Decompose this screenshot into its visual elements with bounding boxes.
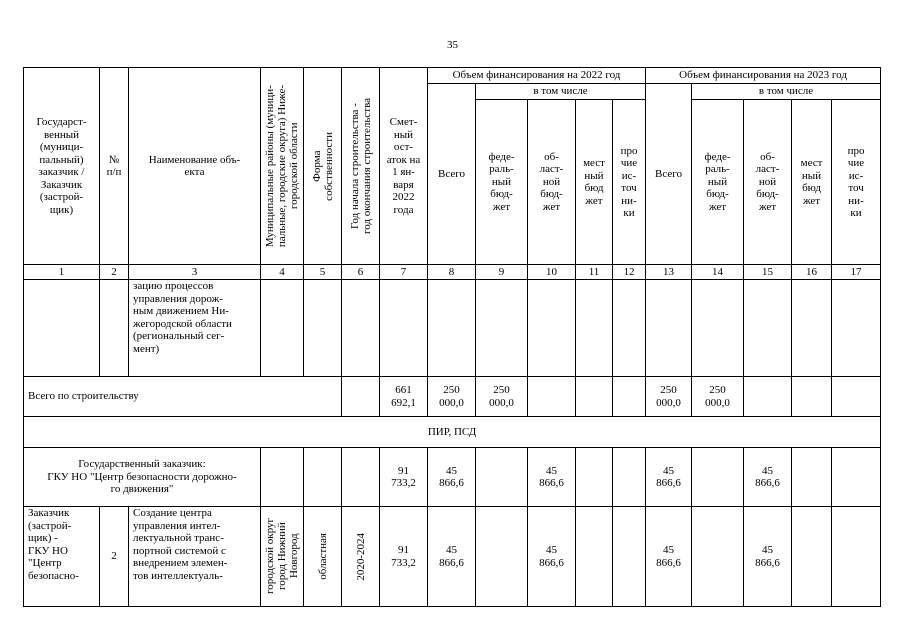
header-financing-2023: Объем финансирования на 2023 год bbox=[646, 68, 881, 84]
cell-estimate: 91 733,2 bbox=[380, 507, 428, 607]
col-number: 10 bbox=[528, 265, 576, 280]
col-number: 8 bbox=[428, 265, 476, 280]
header-total-2022: Всего bbox=[428, 84, 476, 265]
gov-customer-row bbox=[24, 448, 881, 507]
cell-federal-2022: 250 000,0 bbox=[476, 377, 528, 417]
header-local-2023: мест ный бюд жет bbox=[792, 100, 832, 265]
header-regional-2023: об- ласт- ной бюд- жет bbox=[744, 100, 792, 265]
col-number: 9 bbox=[476, 265, 528, 280]
cell-regional-2023: 45 866,6 bbox=[744, 448, 792, 507]
col-number: 2 bbox=[100, 265, 129, 280]
header-district: Муниципальные районы (муници- пальные, городские округа) Ниже- городской области bbox=[261, 68, 304, 265]
row2-district: городской округ город Нижний Новгород bbox=[261, 507, 304, 607]
gov-customer-label: Государственный заказчик: ГКУ НО "Центр безопасности дорожно- го движения" bbox=[24, 448, 261, 507]
section-row bbox=[24, 417, 881, 448]
header-number: № п/п bbox=[100, 68, 129, 265]
cell-total-2022: 250 000,0 bbox=[428, 377, 476, 417]
header-federal-2023: феде- раль- ный бюд- жет bbox=[692, 100, 744, 265]
total-construction-label: Всего по строительству bbox=[24, 377, 342, 417]
col-number: 14 bbox=[692, 265, 744, 280]
row2-number: 2 bbox=[100, 507, 129, 607]
row2-customer: Заказчик (застрой- щик) - ГКУ НО "Центр безопасно- bbox=[24, 507, 100, 607]
cell-total-2022: 45 866,6 bbox=[428, 448, 476, 507]
cell-federal-2023: 250 000,0 bbox=[692, 377, 744, 417]
cell-estimate: 661 692,1 bbox=[380, 377, 428, 417]
row2-years: 2020-2024 bbox=[342, 507, 380, 607]
object-row-2 bbox=[24, 507, 881, 607]
col-number: 7 bbox=[380, 265, 428, 280]
cell-total-2023: 45 866,6 bbox=[646, 507, 692, 607]
header-federal-2022: феде- раль- ный бюд- жет bbox=[476, 100, 528, 265]
row2-object-name: Создание центра управления интел- лектуальной транс- портной системой с внедрением элемен- тов интеллектуаль- bbox=[129, 507, 261, 607]
cell-regional-2022: 45 866,6 bbox=[528, 448, 576, 507]
col-number: 6 bbox=[342, 265, 380, 280]
object-name-continued: зацию процессов управления дорож- ным движением Ни- жегородской области (региональный сег- мент) bbox=[129, 280, 261, 377]
page-number: 35 bbox=[447, 39, 458, 51]
col-number: 5 bbox=[304, 265, 342, 280]
column-number-row bbox=[24, 265, 881, 280]
header-including-2022: в том числе bbox=[476, 84, 646, 100]
financing-table bbox=[23, 67, 881, 607]
cell-total-2023: 45 866,6 bbox=[646, 448, 692, 507]
header-customer: Государст- венный (муници- пальный) заказчик / Заказчик (застрой- щик) bbox=[24, 68, 100, 265]
row2-ownership: областная bbox=[304, 507, 342, 607]
header-regional-2022: об- ласт- ной бюд- жет bbox=[528, 100, 576, 265]
col-number: 4 bbox=[261, 265, 304, 280]
header-total-2023: Всего bbox=[646, 84, 692, 265]
cell-total-2022: 45 866,6 bbox=[428, 507, 476, 607]
header-including-2023: в том числе bbox=[692, 84, 881, 100]
header-ownership: Форма собственности bbox=[304, 68, 342, 265]
header-years: Год начала строительства - год окончания строительства bbox=[342, 68, 380, 265]
cell-total-2023: 250 000,0 bbox=[646, 377, 692, 417]
col-number: 1 bbox=[24, 265, 100, 280]
section-title: ПИР, ПСД bbox=[24, 417, 881, 448]
col-number: 15 bbox=[744, 265, 792, 280]
cell-regional-2022: 45 866,6 bbox=[528, 507, 576, 607]
cell-estimate: 91 733,2 bbox=[380, 448, 428, 507]
continued-row bbox=[24, 280, 881, 377]
col-number: 12 bbox=[613, 265, 646, 280]
col-number: 13 bbox=[646, 265, 692, 280]
total-construction-row bbox=[24, 377, 881, 417]
header-estimate-balance: Смет- ный ост- аток на 1 ян- варя 2022 года bbox=[380, 68, 428, 265]
col-number: 17 bbox=[832, 265, 881, 280]
header-financing-2022: Объем финансирования на 2022 год bbox=[428, 68, 646, 84]
header-object-name: Наименование объ- екта bbox=[129, 68, 261, 265]
col-number: 16 bbox=[792, 265, 832, 280]
header-local-2022: мест ный бюд жет bbox=[576, 100, 613, 265]
col-number: 11 bbox=[576, 265, 613, 280]
col-number: 3 bbox=[129, 265, 261, 280]
header-other-2023: про чие ис- точ ни- ки bbox=[832, 100, 881, 265]
cell-regional-2023: 45 866,6 bbox=[744, 507, 792, 607]
header-other-2022: про чие ис- точ ни- ки bbox=[613, 100, 646, 265]
